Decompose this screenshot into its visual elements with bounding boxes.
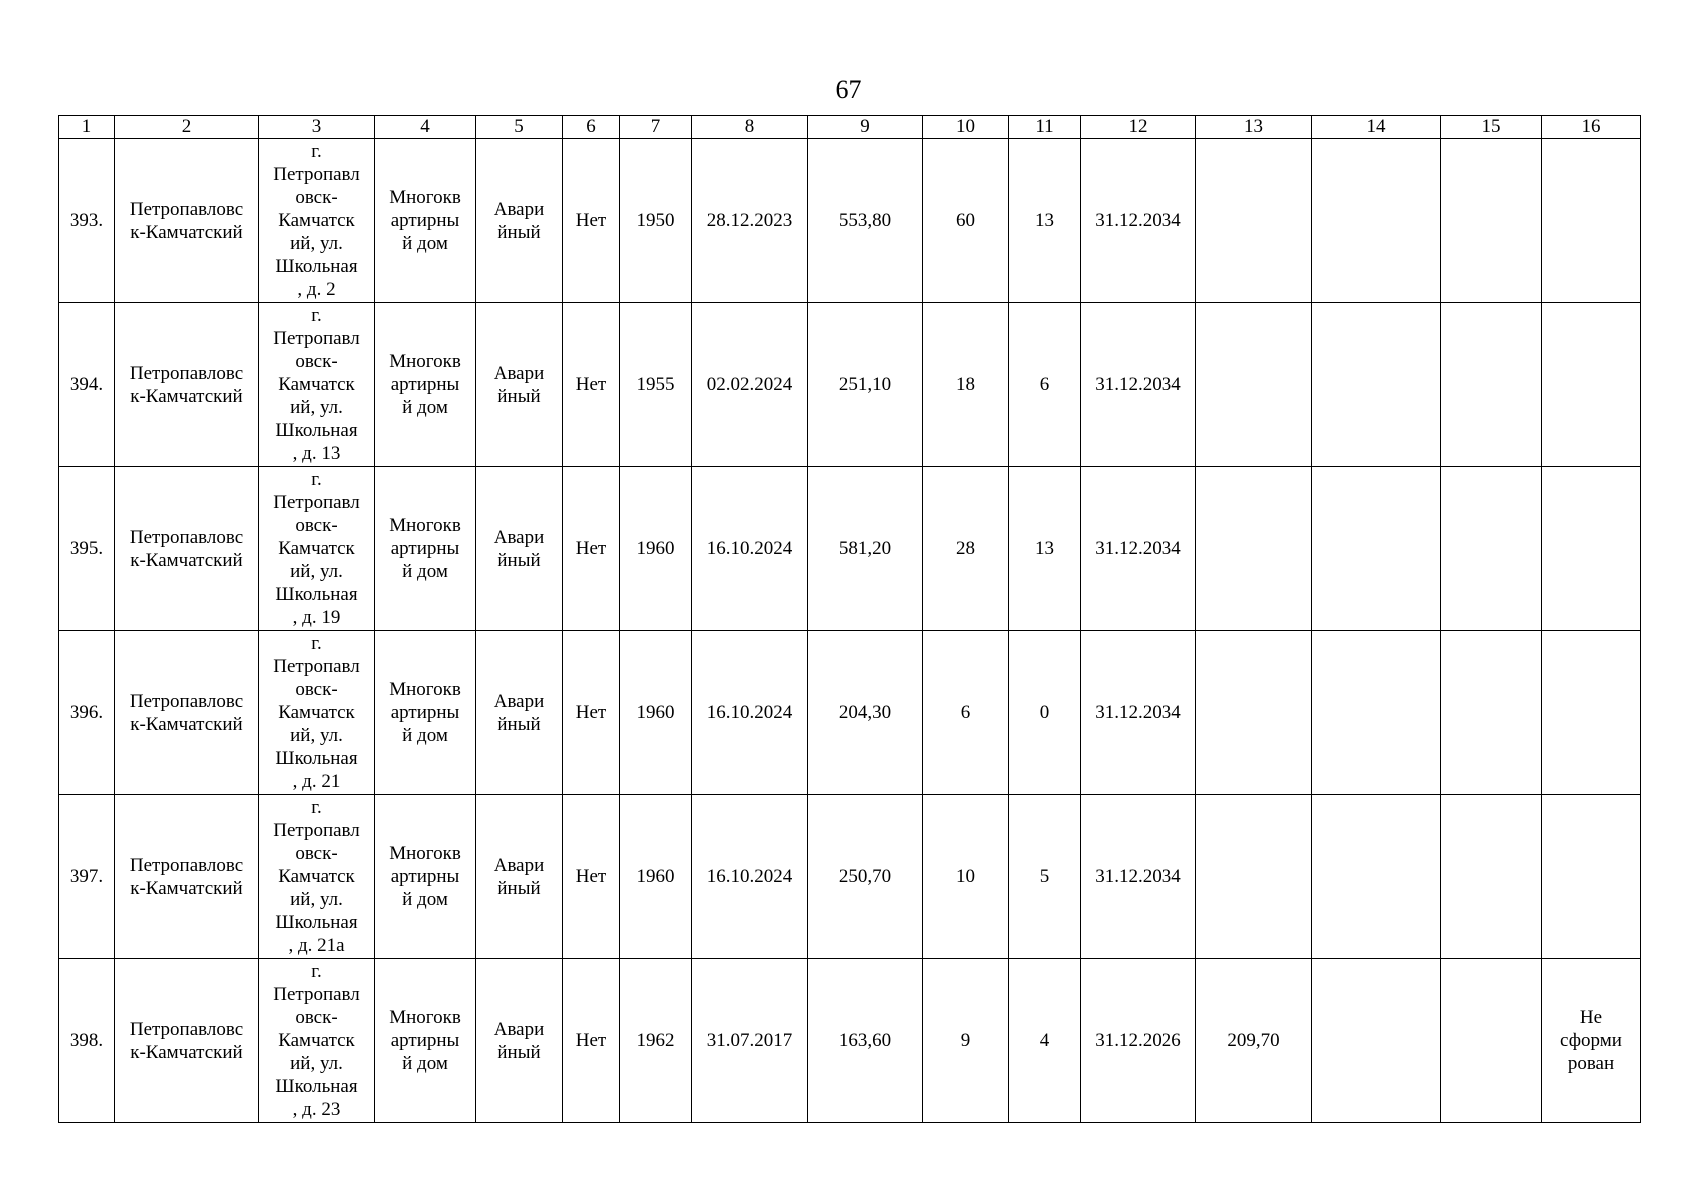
area-cell: 251,10 bbox=[808, 303, 923, 467]
address-text: г. Петропавл овск- Камчатск ий, ул. Школьная , д. 21 bbox=[273, 633, 360, 792]
col16-cell bbox=[1542, 467, 1641, 631]
row-number: 396. bbox=[59, 631, 115, 795]
column-number: 6 bbox=[563, 116, 620, 139]
building-type-text: Многокв артирны й дом bbox=[389, 679, 461, 746]
recognized-date-cell: 16.10.2024 bbox=[692, 795, 808, 959]
residents-cell: 10 bbox=[923, 795, 1009, 959]
address-text: г. Петропавл овск- Камчатск ий, ул. Школьная , д. 21а bbox=[273, 797, 360, 956]
city-cell bbox=[115, 795, 259, 959]
address-cell bbox=[259, 795, 375, 959]
col13-cell bbox=[1196, 303, 1312, 467]
year-cell: 1960 bbox=[620, 467, 692, 631]
state-cell bbox=[476, 795, 563, 959]
col14-cell bbox=[1312, 467, 1441, 631]
table-row bbox=[59, 959, 1641, 1123]
table-row bbox=[59, 467, 1641, 631]
year-cell: 1955 bbox=[620, 303, 692, 467]
col15-cell bbox=[1441, 467, 1542, 631]
flag-cell: Нет bbox=[563, 959, 620, 1123]
flag-cell: Нет bbox=[563, 467, 620, 631]
recognized-date-cell: 16.10.2024 bbox=[692, 631, 808, 795]
recognized-date-cell: 31.07.2017 bbox=[692, 959, 808, 1123]
residents-cell: 28 bbox=[923, 467, 1009, 631]
address-cell bbox=[259, 139, 375, 303]
col16-cell bbox=[1542, 959, 1641, 1123]
resettle-date-cell: 31.12.2026 bbox=[1081, 959, 1196, 1123]
premises-cell: 0 bbox=[1009, 631, 1081, 795]
state-text: Авари йный bbox=[493, 690, 545, 735]
page-number: 67 bbox=[835, 75, 862, 104]
recognized-date-cell: 16.10.2024 bbox=[692, 467, 808, 631]
flag-cell: Нет bbox=[563, 303, 620, 467]
column-number: 9 bbox=[808, 116, 923, 139]
table-row bbox=[59, 631, 1641, 795]
col14-cell bbox=[1312, 303, 1441, 467]
resettle-date-cell: 31.12.2034 bbox=[1081, 303, 1196, 467]
address-cell bbox=[259, 303, 375, 467]
row-number: 395. bbox=[59, 467, 115, 631]
state-cell bbox=[476, 139, 563, 303]
city-text: Петропавловс к-Камчатский bbox=[129, 1018, 244, 1063]
city-text: Петропавловс к-Камчатский bbox=[129, 690, 244, 735]
recognized-date-cell: 28.12.2023 bbox=[692, 139, 808, 303]
col16-cell bbox=[1542, 795, 1641, 959]
resettle-date-cell: 31.12.2034 bbox=[1081, 795, 1196, 959]
recognized-date-cell: 02.02.2024 bbox=[692, 303, 808, 467]
state-cell bbox=[476, 467, 563, 631]
premises-cell: 6 bbox=[1009, 303, 1081, 467]
state-text: Авари йный bbox=[493, 362, 545, 407]
flag-cell: Нет bbox=[563, 795, 620, 959]
col14-cell bbox=[1312, 959, 1441, 1123]
address-cell bbox=[259, 631, 375, 795]
col13-cell bbox=[1196, 467, 1312, 631]
city-text: Петропавловс к-Камчатский bbox=[129, 198, 244, 243]
col13-cell bbox=[1196, 631, 1312, 795]
city-text: Петропавловс к-Камчатский bbox=[129, 854, 244, 899]
state-text: Авари йный bbox=[493, 1018, 545, 1063]
column-number: 10 bbox=[923, 116, 1009, 139]
column-number: 8 bbox=[692, 116, 808, 139]
col13-cell bbox=[1196, 139, 1312, 303]
col14-cell bbox=[1312, 795, 1441, 959]
flag-cell: Нет bbox=[563, 631, 620, 795]
residents-cell: 18 bbox=[923, 303, 1009, 467]
state-cell bbox=[476, 303, 563, 467]
column-number: 16 bbox=[1542, 116, 1641, 139]
residents-cell: 60 bbox=[923, 139, 1009, 303]
resettle-date-cell: 31.12.2034 bbox=[1081, 467, 1196, 631]
area-cell: 553,80 bbox=[808, 139, 923, 303]
col16-text: Не сформи рован bbox=[1560, 1007, 1622, 1074]
city-cell bbox=[115, 139, 259, 303]
state-text: Авари йный bbox=[493, 198, 545, 243]
column-number: 11 bbox=[1009, 116, 1081, 139]
table-row bbox=[59, 139, 1641, 303]
column-number: 4 bbox=[375, 116, 476, 139]
col16-cell bbox=[1542, 303, 1641, 467]
building-type-text: Многокв артирны й дом bbox=[389, 351, 461, 418]
row-number: 394. bbox=[59, 303, 115, 467]
housing-registry-table bbox=[58, 115, 1641, 1123]
building-type-text: Многокв артирны й дом bbox=[389, 843, 461, 910]
col13-cell bbox=[1196, 795, 1312, 959]
area-cell: 163,60 bbox=[808, 959, 923, 1123]
building-type-cell bbox=[375, 795, 476, 959]
address-text: г. Петропавл овск- Камчатск ий, ул. Школьная , д. 23 bbox=[273, 961, 360, 1120]
city-cell bbox=[115, 631, 259, 795]
premises-cell: 13 bbox=[1009, 139, 1081, 303]
column-number: 15 bbox=[1441, 116, 1542, 139]
col15-cell bbox=[1441, 959, 1542, 1123]
premises-cell: 5 bbox=[1009, 795, 1081, 959]
address-cell bbox=[259, 959, 375, 1123]
year-cell: 1950 bbox=[620, 139, 692, 303]
year-cell: 1962 bbox=[620, 959, 692, 1123]
building-type-cell bbox=[375, 467, 476, 631]
row-number: 393. bbox=[59, 139, 115, 303]
column-number: 7 bbox=[620, 116, 692, 139]
column-number: 2 bbox=[115, 116, 259, 139]
year-cell: 1960 bbox=[620, 631, 692, 795]
column-number: 13 bbox=[1196, 116, 1312, 139]
column-number-row bbox=[59, 116, 1641, 139]
col15-cell bbox=[1441, 303, 1542, 467]
table-row bbox=[59, 303, 1641, 467]
city-cell bbox=[115, 959, 259, 1123]
city-cell bbox=[115, 467, 259, 631]
address-cell bbox=[259, 467, 375, 631]
resettle-date-cell: 31.12.2034 bbox=[1081, 139, 1196, 303]
col16-cell bbox=[1542, 631, 1641, 795]
resettle-date-cell: 31.12.2034 bbox=[1081, 631, 1196, 795]
premises-cell: 13 bbox=[1009, 467, 1081, 631]
city-text: Петропавловс к-Камчатский bbox=[129, 362, 244, 407]
col15-cell bbox=[1441, 139, 1542, 303]
col15-cell bbox=[1441, 795, 1542, 959]
state-cell bbox=[476, 631, 563, 795]
residents-cell: 9 bbox=[923, 959, 1009, 1123]
col16-cell bbox=[1542, 139, 1641, 303]
area-cell: 250,70 bbox=[808, 795, 923, 959]
area-cell: 581,20 bbox=[808, 467, 923, 631]
column-number: 1 bbox=[59, 116, 115, 139]
col13-cell: 209,70 bbox=[1196, 959, 1312, 1123]
address-text: г. Петропавл овск- Камчатск ий, ул. Школьная , д. 2 bbox=[273, 141, 360, 300]
address-text: г. Петропавл овск- Камчатск ий, ул. Школьная , д. 13 bbox=[273, 305, 360, 464]
year-cell: 1960 bbox=[620, 795, 692, 959]
state-cell bbox=[476, 959, 563, 1123]
column-number: 14 bbox=[1312, 116, 1441, 139]
col15-cell bbox=[1441, 631, 1542, 795]
row-number: 398. bbox=[59, 959, 115, 1123]
building-type-cell bbox=[375, 959, 476, 1123]
col14-cell bbox=[1312, 139, 1441, 303]
city-text: Петропавловс к-Камчатский bbox=[129, 526, 244, 571]
area-cell: 204,30 bbox=[808, 631, 923, 795]
city-cell bbox=[115, 303, 259, 467]
building-type-text: Многокв артирны й дом bbox=[389, 515, 461, 582]
flag-cell: Нет bbox=[563, 139, 620, 303]
state-text: Авари йный bbox=[493, 854, 545, 899]
building-type-cell bbox=[375, 631, 476, 795]
table-row bbox=[59, 795, 1641, 959]
column-number: 12 bbox=[1081, 116, 1196, 139]
building-type-text: Многокв артирны й дом bbox=[389, 1007, 461, 1074]
address-text: г. Петропавл овск- Камчатск ий, ул. Школьная , д. 19 bbox=[273, 469, 360, 628]
building-type-cell bbox=[375, 139, 476, 303]
col14-cell bbox=[1312, 631, 1441, 795]
state-text: Авари йный bbox=[493, 526, 545, 571]
column-number: 5 bbox=[476, 116, 563, 139]
premises-cell: 4 bbox=[1009, 959, 1081, 1123]
residents-cell: 6 bbox=[923, 631, 1009, 795]
building-type-text: Многокв артирны й дом bbox=[389, 187, 461, 254]
column-number: 3 bbox=[259, 116, 375, 139]
building-type-cell bbox=[375, 303, 476, 467]
row-number: 397. bbox=[59, 795, 115, 959]
